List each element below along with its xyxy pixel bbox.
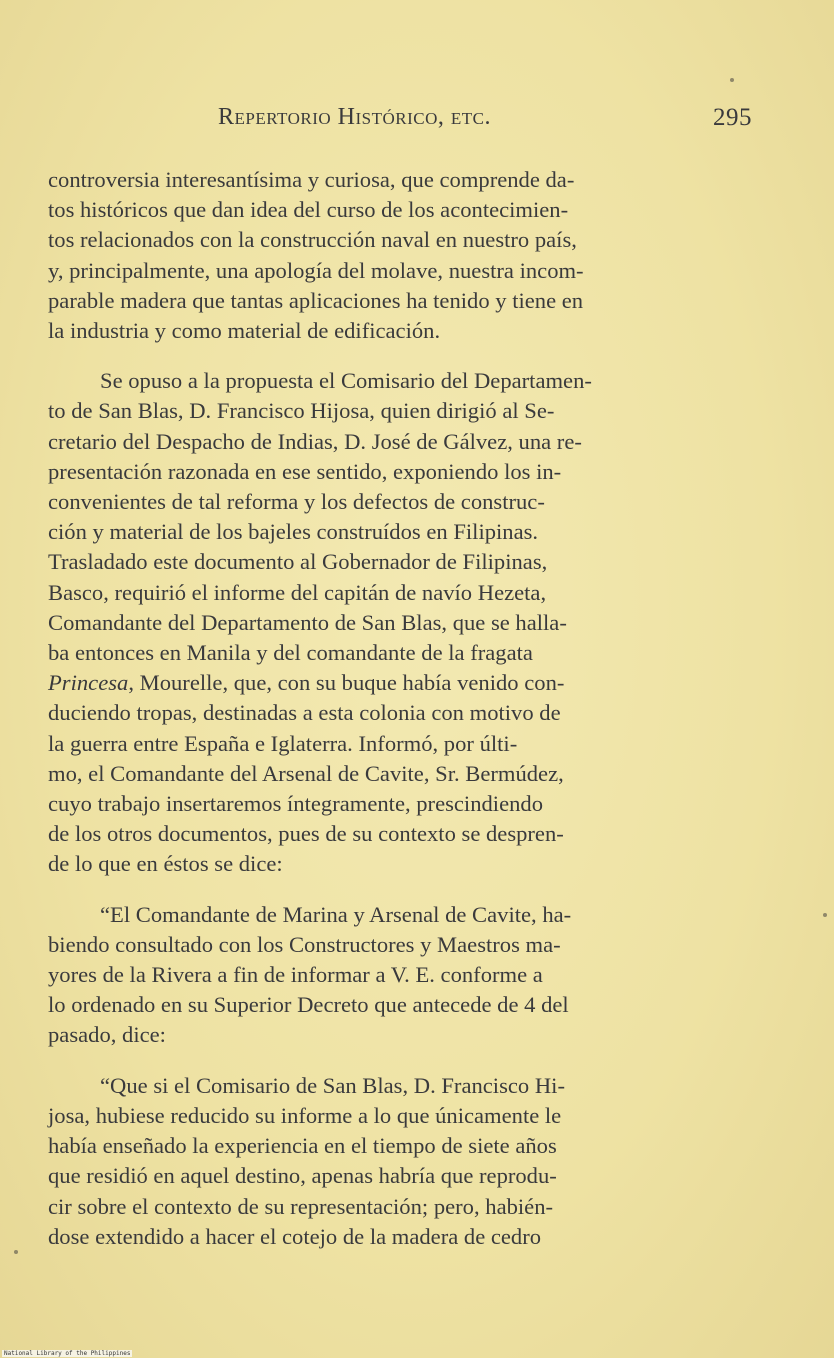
text-line: de los otros documentos, pues de su contexto se despren-	[48, 821, 564, 847]
text-line: tos relacionados con la construcción naval en nuestro país,	[48, 227, 577, 253]
text-line: pasado, dice:	[48, 1022, 166, 1048]
page-number: 295	[713, 104, 752, 131]
paragraph-2	[48, 366, 750, 879]
text-line: Trasladado este documento al Gobernador de Filipinas,	[48, 549, 548, 575]
text-line: duciendo tropas, destinadas a esta colonia con motivo de	[48, 700, 561, 726]
text-line: cretario del Despacho de Indias, D. José de Gálvez, una re-	[48, 428, 582, 454]
text-line: presentación razonada en ese sentido, exponiendo los in-	[48, 458, 562, 484]
paragraph-3	[48, 900, 750, 1051]
text-line: Se opuso a la propuesta el Comisario del Departamen-	[100, 368, 592, 394]
speck-mark	[730, 78, 734, 82]
text-line: la industria y como material de edificación.	[48, 318, 441, 344]
text-line: “Que si el Comisario de San Blas, D. Francisco Hi-	[100, 1072, 565, 1098]
text-line: lo ordenado en su Superior Decreto que antecede de 4 del	[48, 992, 569, 1018]
text-line: cir sobre el contexto de su representación; pero, habién-	[48, 1193, 554, 1219]
running-title: Repertorio Histórico, etc.	[218, 104, 492, 130]
text-line: tos históricos que dan idea del curso de los acontecimien-	[48, 197, 569, 223]
text-line: cuyo trabajo insertaremos íntegramente, prescindiendo	[48, 791, 543, 817]
text-line: dose extendido a hacer el cotejo de la madera de cedro	[48, 1223, 542, 1249]
body-text	[48, 165, 750, 1252]
text-line: “El Comandante de Marina y Arsenal de Cavite, ha-	[100, 901, 572, 927]
ship-name: Princesa	[48, 670, 129, 696]
paragraph-gap	[48, 1051, 750, 1071]
speck-mark	[823, 913, 827, 917]
text-line: ba entonces en Manila y del comandante de la fragata	[48, 640, 533, 666]
paragraph-gap	[48, 346, 750, 366]
text-line: biendo consultado con los Constructores y Maestros ma-	[48, 931, 561, 957]
text-line: Princesa, Mourelle, que, con su buque había venido con-	[48, 670, 565, 696]
running-head	[50, 104, 752, 140]
text-line: ción y material de los bajeles construídos en Filipinas.	[48, 519, 539, 545]
paragraph-4	[48, 1071, 750, 1252]
text-line: la guerra entre España e Iglaterra. Informó, por últi-	[48, 730, 518, 756]
text-line: había enseñado la experiencia en el tiempo de siete años	[48, 1133, 557, 1159]
library-credit: National Library of the Philippines	[4, 1350, 131, 1357]
text-line: yores de la Rivera a fin de informar a V. E. conforme a	[48, 962, 543, 988]
speck-mark	[14, 1250, 18, 1254]
text-line: y, principalmente, una apología del molave, nuestra incom-	[48, 257, 584, 283]
text-line: Comandante del Departamento de San Blas, que se halla-	[48, 609, 567, 635]
text-line: josa, hubiese reducido su informe a lo que únicamente le	[48, 1102, 562, 1128]
text-line: parable madera que tantas aplicaciones ha tenido y tiene en	[48, 287, 584, 313]
text-line: mo, el Comandante del Arsenal de Cavite, Sr. Bermúdez,	[48, 760, 564, 786]
paragraph-gap	[48, 880, 750, 900]
text-line: Basco, requirió el informe del capitán de navío Hezeta,	[48, 579, 547, 605]
text-line: controversia interesantísima y curiosa, que comprende da-	[48, 167, 575, 192]
text-line: to de San Blas, D. Francisco Hijosa, quien dirigió al Se-	[48, 398, 555, 424]
paragraph-1	[48, 165, 750, 346]
text-line: de lo que en éstos se dice:	[48, 851, 283, 877]
text-line: convenientes de tal reforma y los defectos de construc-	[48, 489, 545, 515]
text-line: que residió en aquel destino, apenas habría que reprodu-	[48, 1163, 557, 1189]
